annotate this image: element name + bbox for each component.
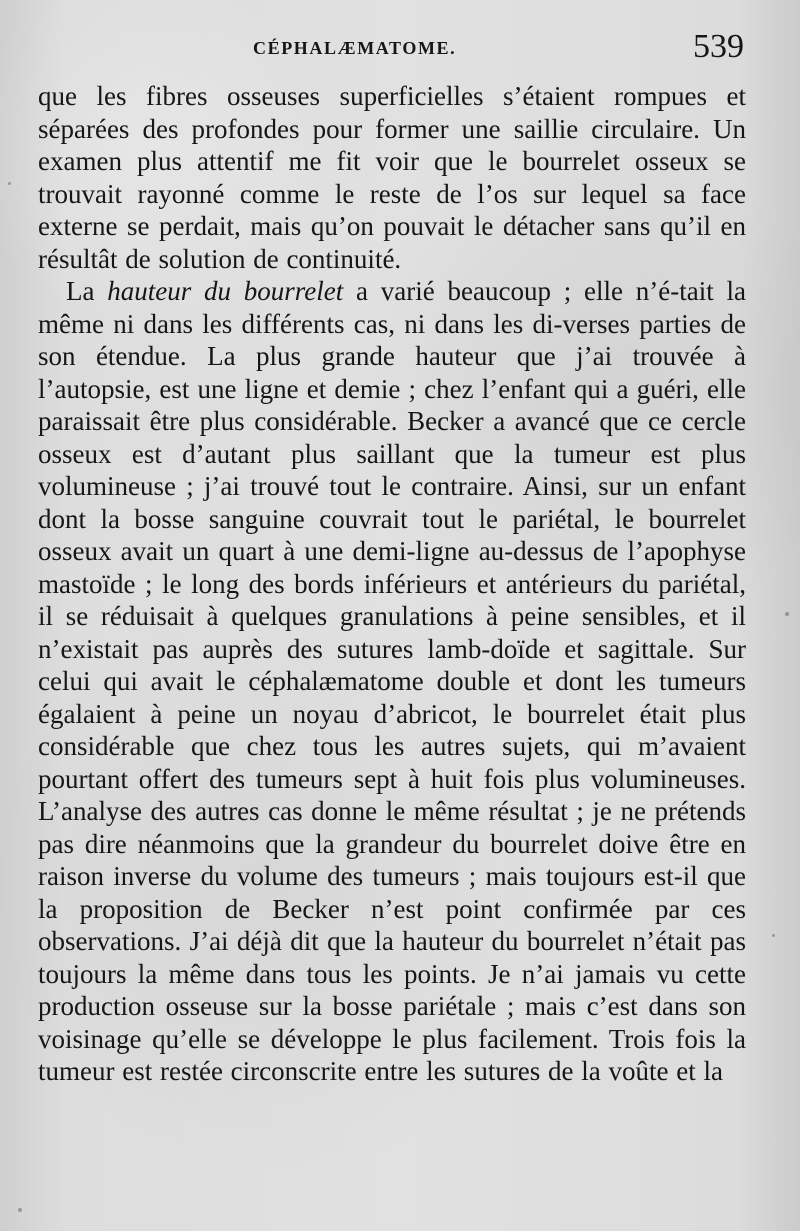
paragraph-1: que les fibres osseuses superficielles s’étaient rompues et séparées des profondes pour former une saillie circulaire. Un examen plus attentif me fit voir que le bourrelet osseux se trouvait rayonné comme le reste de l’os sur lequel sa face externe se perdait, mais qu’on pouvait le détacher sans qu’il en résultât de solution de continuité. bbox=[38, 81, 746, 274]
ink-speck-3 bbox=[772, 934, 775, 937]
page-body bbox=[38, 80, 746, 1088]
paragraph-2-text: a varié beaucoup ; elle n’é-tait la même ni dans les différents cas, ni dans les di-verses parties de son étendue. La plus grande hauteur que j’ai trouvée à l’autopsie, est une ligne et demie ; chez l’enfant qui a guéri, elle paraissait être plus considérable. Becker a avancé que ce cercle osseux est d’autant plus saillant que la tumeur est plus volumineuse ; j’ai trouvé tout le contraire. Ainsi, sur un enfant dont la bosse sanguine couvrait tout le pariétal, le bourrelet osseux avait un quart à une demi-ligne au-dessus de l’apophyse mastoïde ; le long des bords inférieurs et antérieurs du pariétal, il se réduisait à quelques granulations à peine sensibles, et il n’existait pas auprès des sutures lamb-doïde et sagittale. Sur celui qui avait le céphalæmatome double et dont les tumeurs égalaient à peine un noyau d’abricot, le bourrelet était plus considérable que chez tous les autres sujets, qui m’avaient pourtant offert des tumeurs sept à huit fois plus volumineuses. L’analyse des autres cas donne le même résultat ; je ne prétends pas dire néanmoins que la grandeur du bourrelet doive être en raison inverse du volume des tumeurs ; mais toujours est-il que la proposition de Becker n’est point confirmée par ces observations. J’ai déjà dit que la hauteur du bourrelet n’était pas toujours la même dans tous les points. Je n’ai jamais vu cette production osseuse sur la bosse pariétale ; mais c’est dans son voisinage qu’elle se développe le plus facilement. Trois fois la tumeur est restée circonscrite entre les sutures de la voûte et la bbox=[38, 276, 746, 1086]
paragraph-2 bbox=[38, 275, 746, 1088]
ink-speck-4 bbox=[18, 1208, 22, 1212]
running-head bbox=[38, 30, 746, 74]
running-title: CÉPHALÆMATOME. bbox=[253, 38, 457, 58]
ink-speck-2 bbox=[785, 612, 789, 616]
ink-speck-1 bbox=[8, 182, 11, 185]
paragraph-2-lead: La bbox=[66, 276, 108, 306]
paragraph-2-italic-term: hauteur du bourrelet bbox=[107, 276, 344, 306]
page-number: 539 bbox=[693, 28, 744, 65]
